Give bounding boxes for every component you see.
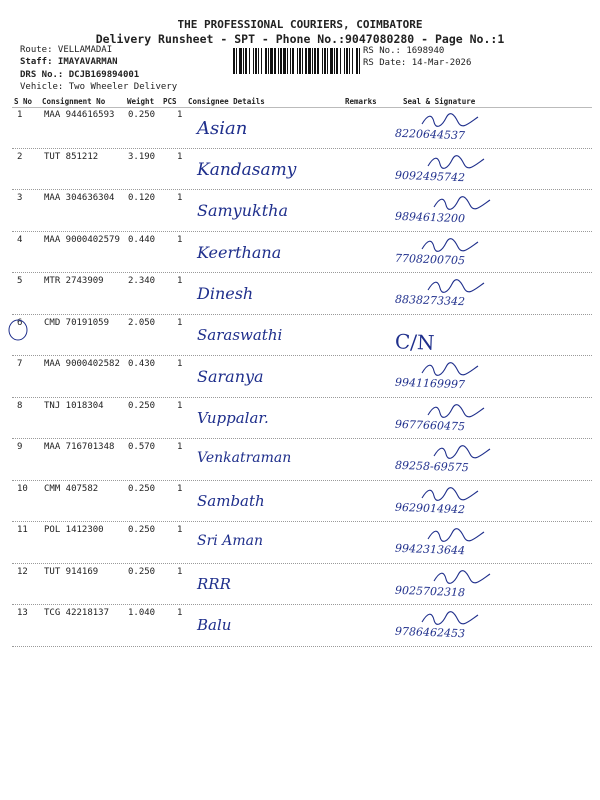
signature-scribble-icon [420,112,480,128]
drs-label: DRS No.: DCJB169894001 [20,70,140,80]
row-sno: 3 [17,193,23,203]
row-sno: 6 [17,317,23,328]
row-signature-phone: 8220644537 [394,126,466,143]
row-sno: 9 [17,442,23,452]
runsheet-title: THE PROFESSIONAL COURIERS, COIMBATORE [177,18,423,31]
signature-scribble-icon [432,195,492,211]
row-separator [12,604,592,605]
row-signature-phone: 9025702318 [394,583,466,599]
row-separator [12,148,592,149]
row-pcs: 1 [177,110,183,120]
row-consignment-no: MAA 944616593 [44,110,115,120]
row-weight: 2.050 [128,317,156,328]
row-consignee-name: Sri Aman [197,533,263,549]
row-consignment-no: TUT 914169 [44,566,99,577]
row-consignment-no: MAA 9000402579 [44,234,120,245]
row-weight: 2.340 [128,276,156,286]
row-pcs: 1 [177,483,183,494]
row-pcs: 1 [177,234,183,245]
row-separator [12,272,592,273]
signature-scribble-icon [426,154,486,170]
row-consignment-no: TCG 42218137 [44,608,110,618]
row-consignee-name: Kandasamy [197,159,297,180]
staff-label: Staff: IMAYAVARMAN [20,57,118,67]
row-weight: 0.570 [128,442,156,452]
col-sno: S No [14,97,33,106]
row-consignee-name: RRR [197,574,231,593]
row-signature-phone: 9941169997 [394,375,466,392]
row-weight: 0.250 [128,483,156,494]
row-pcs: 1 [177,317,183,328]
row-consignment-no: MAA 716701348 [44,442,115,452]
row-signature-phone: 9894613200 [394,209,466,226]
row-consignee-name: Balu [197,616,232,634]
row-consignee-name: Saraswathi [197,325,283,344]
signature-scribble-icon [432,444,492,460]
row-signature-phone: 9677660475 [394,417,466,433]
row-signature-phone: 9629014942 [394,500,466,516]
rs-no-label: RS No.: 1698940 [363,46,445,56]
row-consignee-name: Dinesh [197,284,254,303]
row-consignee-name: Venkatraman [197,450,292,466]
row-consignment-no: MTR 2743909 [44,276,104,286]
row-consignee-name: Asian [197,118,248,139]
row-pcs: 1 [177,442,183,452]
runsheet-subtitle: Delivery Runsheet - SPT - Phone No.:9047080280 - Page No.:1 [95,32,505,46]
row-weight: 0.250 [128,566,156,577]
col-seal-signature: Seal & Signature [403,97,476,106]
row-sno: 11 [17,525,28,535]
signature-scribble-icon [426,403,486,419]
row-separator [12,521,592,522]
row-pcs: 1 [177,151,183,162]
header-separator [12,107,592,108]
row-separator [12,189,592,190]
row-separator [12,397,592,398]
row-consignment-no: MAA 304636304 [44,193,115,203]
row-sno: 8 [17,400,23,411]
row-separator [12,355,592,356]
row-sno: 1 [17,110,23,120]
row-sno: 10 [17,483,28,494]
row-signature-phone: 89258-69575 [394,458,469,475]
col-weight: Weight [127,97,155,106]
row-consignment-no: MAA 9000402582 [44,359,120,369]
route-label: Route: VELLAMADAI [20,45,113,55]
row-pcs: 1 [177,608,183,618]
row-separator [12,563,592,564]
row-signature-phone: C/N [394,328,435,355]
barcode-image [233,48,360,74]
row-consignment-no: TUT 851212 [44,151,99,162]
row-separator [12,438,592,439]
row-signature-phone: 7708200705 [394,251,466,267]
row-separator [12,480,592,481]
row-sno: 7 [17,359,23,369]
row-pcs: 1 [177,359,183,369]
row-separator [12,314,592,315]
row-signature-phone: 8838273342 [394,292,466,309]
row-sno: 4 [17,234,23,245]
row-consignee-name: Vuppalar. [197,408,269,427]
row-pcs: 1 [177,193,183,203]
row-weight: 1.040 [128,608,156,618]
row-consignment-no: POL 1412300 [44,525,104,535]
row-weight: 0.440 [128,234,156,245]
signature-scribble-icon [420,237,480,253]
row-pcs: 1 [177,525,183,535]
row-sno: 12 [17,566,28,577]
row-pcs: 1 [177,566,183,577]
signature-scribble-icon [426,527,486,543]
col-consignee: Consignee Details [188,97,265,106]
row-consignment-no: TNJ 1018304 [44,400,104,411]
row-signature-phone: 9942313644 [394,541,466,558]
col-remarks: Remarks [345,97,377,106]
row-sno: 2 [17,151,23,162]
row-signature-phone: 9786462453 [394,624,466,641]
signature-scribble-icon [420,610,480,626]
row-separator [12,231,592,232]
row-weight: 0.120 [128,193,156,203]
row-consignment-no: CMM 407582 [44,483,99,494]
signature-scribble-icon [420,361,480,377]
row-sno: 13 [17,608,28,618]
row-consignee-name: Samyuktha [197,201,288,220]
rs-date-label: RS Date: 14-Mar-2026 [363,58,472,68]
circle-mark-icon [7,318,29,342]
signature-scribble-icon [420,486,480,502]
row-separator [12,646,592,647]
signature-scribble-icon [432,569,492,585]
row-consignee-name: Keerthana [197,242,282,262]
row-weight: 0.430 [128,359,156,369]
col-consignment: Consignment No [42,97,106,106]
col-pcs: PCS [163,97,177,106]
vehicle-label: Vehicle: Two Wheeler Delivery [20,82,178,92]
row-pcs: 1 [177,276,183,286]
row-consignment-no: CMD 70191059 [44,317,110,328]
row-consignee-name: Sambath [197,491,265,510]
row-sno: 5 [17,276,23,286]
row-weight: 0.250 [128,525,156,535]
signature-scribble-icon [426,278,486,294]
row-weight: 3.190 [128,151,156,162]
row-consignee-name: Saranya [197,367,264,386]
row-weight: 0.250 [128,400,156,411]
row-pcs: 1 [177,400,183,411]
row-signature-phone: 9092495742 [394,168,466,184]
row-weight: 0.250 [128,110,156,120]
